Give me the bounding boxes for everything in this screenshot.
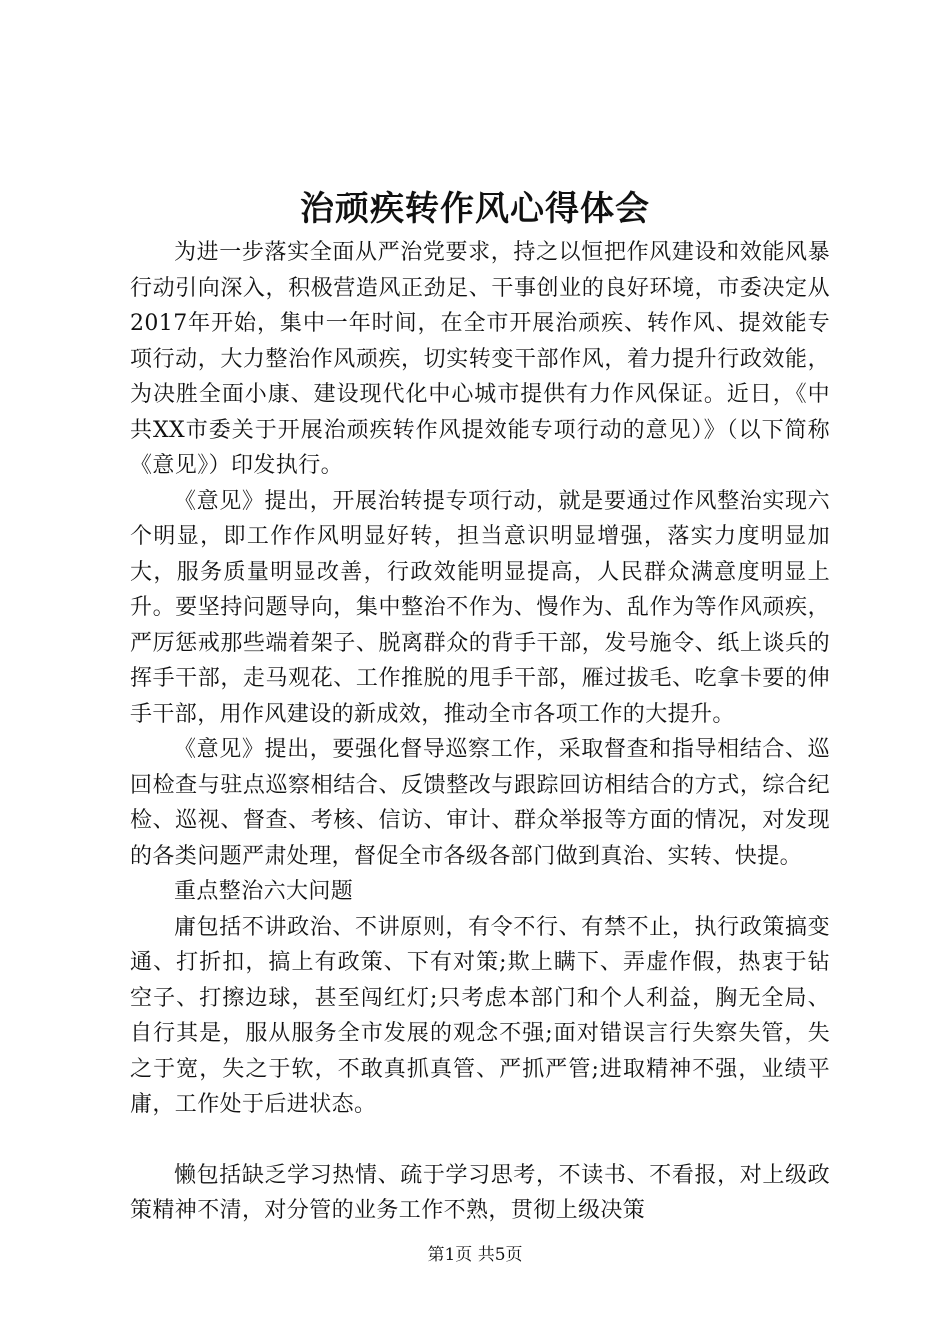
- paragraph-mediocrity: 庸包括不讲政治、不讲原则，有令不行、有禁不止，执行政策搞变通、打折扣，搞上有政策、下有对策;欺上瞒下、弄虚作假，热衷于钻空子、打擦边球，甚至闯红灯;只考虑本部门和个人利益，胸无全局、自行其是，服从服务全市发展的观念不强;面对错误言行失察失管，失之于宽，失之于软，不敢真抓真管、严抓严管;进取精神不强，业绩平庸，工作处于后进状态。: [130, 914, 830, 1117]
- document-body: [130, 235, 830, 1229]
- paragraph-laziness: 懒包括缺乏学习热情、疏于学习思考，不读书、不看报，对上级政策精神不清，对分管的业务工作不熟，贯彻上级决策: [130, 1162, 830, 1223]
- paragraph-opinion-goals: 《意见》提出，开展治转提专项行动，就是要通过作风整治实现六个明显，即工作作风明显好转，担当意识明显增强，落实力度明显加大，服务质量明显改善，行政效能明显提高，人民群众满意度明显上升。要坚持问题导向，集中整治不作为、慢作为、乱作为等作风顽疾，严厉惩戒那些端着架子、脱离群众的背手干部，发号施令、纸上谈兵的挥手干部，走马观花、工作推脱的甩手干部，雁过拔毛、吃拿卡要的伸手干部，用作风建设的新成效，推动全市各项工作的大提升。: [130, 488, 830, 727]
- document-title: 治顽疾转作风心得体会: [300, 189, 650, 229]
- paragraph-intro: 为进一步落实全面从严治党要求，持之以恒把作风建设和效能风暴行动引向深入，积极营造风正劲足、干事创业的良好环境，市委决定从2017年开始，集中一年时间，在全市开展治顽疾、转作风、提效能专项行动，大力整治作风顽疾，切实转变干部作风，着力提升行政效能，为决胜全面小康、建设现代化中心城市提供有力作风保证。近日，《中共XX市委关于开展治顽疾转作风提效能专项行动的意见）》（以下简称《意见》）印发执行。: [130, 240, 830, 478]
- paragraph-opinion-supervision: 《意见》提出，要强化督导巡察工作，采取督查和指导相结合、巡回检查与驻点巡察相结合、反馈整改与跟踪回访相结合的方式，综合纪检、巡视、督查、考核、信访、审计、群众举报等方面的情况，对发现的各类问题严肃处理，督促全市各级各部门做到真治、实转、快提。: [130, 737, 830, 869]
- section-heading-six-problems: 重点整治六大问题: [174, 879, 354, 904]
- page-number-footer: 第1页 共5页: [427, 1245, 523, 1265]
